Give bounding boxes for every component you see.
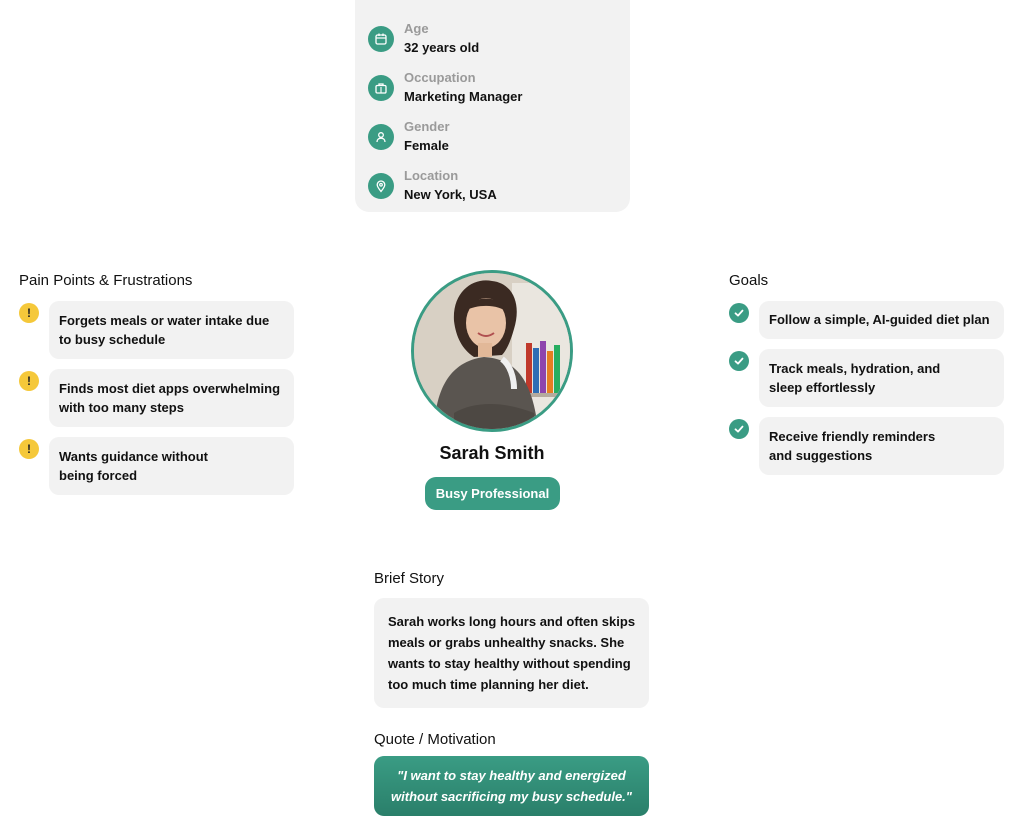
occupation-row [368,63,630,112]
avatar-photo [414,273,570,429]
goal-text: Track meals, hydration, and [769,360,941,376]
check-icon [729,351,749,371]
goal-card [759,417,1004,475]
pain-point-text: with too many steps [59,400,184,415]
location-pin-icon [368,173,394,199]
location-value: New York, USA [404,187,497,202]
gender-value: Female [404,138,449,153]
quote-card [374,756,649,816]
pain-points-heading: Pain Points & Frustrations [19,272,193,289]
persona-type-badge[interactable]: Busy Professional [425,477,560,510]
goal-text: sleep effortlessly [769,380,876,395]
pain-point-text: Wants guidance without [59,448,209,464]
briefcase-icon [368,75,394,101]
age-value: 32 years old [404,40,480,55]
warning-icon: ! [19,303,39,323]
story-line: Sarah works long hours and often skips [388,614,636,629]
brief-story-heading: Brief Story [374,570,445,587]
goal-card [759,301,1004,339]
profile-info-card [355,0,630,212]
story-line: too much time planning her diet. [388,677,589,692]
goal-text: Follow a simple, AI-guided diet plan [769,312,990,328]
occupation-label: Occupation [404,70,476,85]
pain-point-text: Forgets meals or water intake due [59,312,270,328]
goals-heading: Goals [729,272,769,289]
goal-text: Receive friendly reminders [769,428,936,444]
age-row [368,14,630,63]
goal-text: and suggestions [769,448,873,463]
warning-icon: ! [19,439,39,459]
pain-point-card [49,301,294,359]
pain-point-text: to busy schedule [59,332,166,347]
pain-point-text: being forced [59,468,138,483]
calendar-icon [368,26,394,52]
quote-heading: Quote / Motivation [374,731,496,748]
story-line: wants to stay healthy without spending [388,656,631,671]
warning-icon: ! [19,371,39,391]
pain-point-text: Finds most diet apps overwhelming [59,380,281,396]
avatar [411,270,573,432]
location-label: Location [404,168,459,183]
gender-row [368,112,630,161]
gender-label: Gender [404,119,450,134]
pain-point-card [49,437,294,495]
occupation-value: Marketing Manager [404,89,523,104]
quote-text: "I want to stay healthy and energized [397,768,626,783]
persona-name: Sarah Smith [439,443,545,463]
goal-card [759,349,1004,407]
user-icon [368,124,394,150]
story-line: meals or grabs unhealthy snacks. She [388,635,625,650]
brief-story-card [374,598,649,708]
check-icon [729,303,749,323]
age-label: Age [404,21,429,36]
location-row [368,161,630,210]
quote-text: without sacrificing my busy schedule." [391,789,632,804]
check-icon [729,419,749,439]
pain-point-card [49,369,294,427]
